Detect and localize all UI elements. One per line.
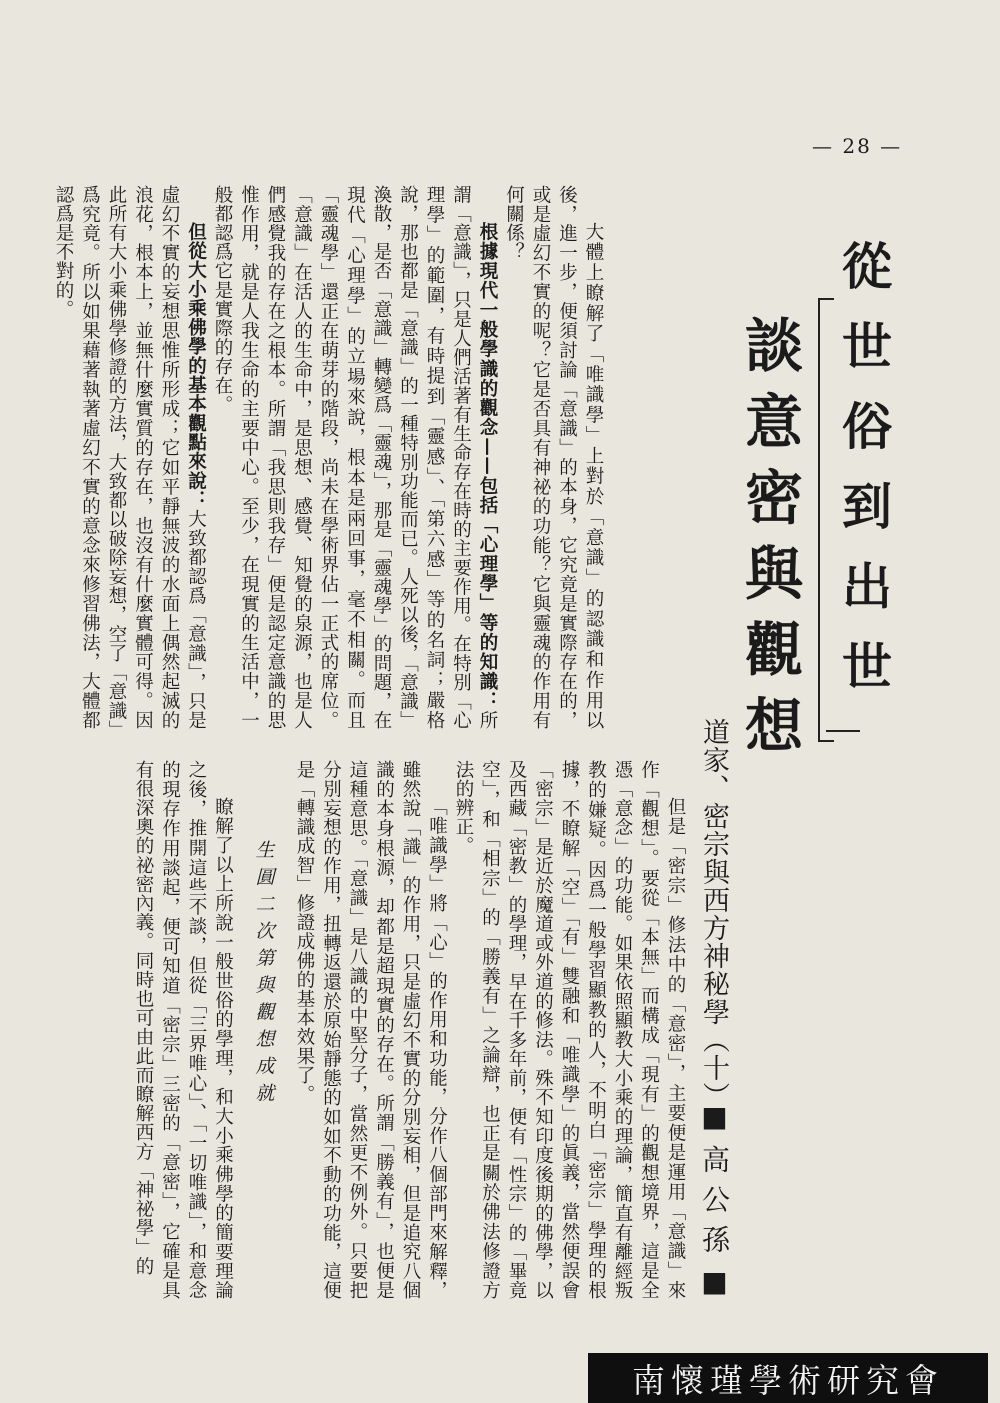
section-heading: 生圓二次第與觀想成就 xyxy=(252,840,275,1110)
publisher-stamp: 南懷瑾學術研究會 xyxy=(588,1353,988,1403)
paragraph xyxy=(209,185,501,730)
subtitle: 道家、密宗與西方神秘學（十） xyxy=(698,718,729,1110)
bold-lead: 根據現代一般學識的觀念——包括「心理學」等的知識： xyxy=(477,222,498,711)
paragraph: 「唯識學」將「心」的作用和功能，分作八個部門來解釋，雖然說「識」的作用，只是虛幻不實的分別妄相，但是追究八個識的本身根源，却都是超現實的存在。所謂「勝義有」，也便是這種意思。「意識」是八識的中堅分子，當然更不例外。只要把分別妄想的作用，扭轉返還於原始靜態的如如不動的功能，這便是「轉識成智」修證成佛的基本效果了。 xyxy=(294,760,448,1300)
page-number: — 28 — xyxy=(812,134,903,158)
bold-lead: 但從大小乘佛學的基本觀點來說： xyxy=(185,222,207,510)
paragraph: 但是「密宗」修法中的「意密」，主要便是運用「意識」來作「觀想」。要從「本無」而構成「現有」的觀想境界，這是全憑「意念」的功能。如果依照顯教大小乘的理論，簡直有離經叛教的嫌疑。因爲一般學習顯教的人，不明白「密宗」學理的根據，不瞭解「空」「有」雙融和「唯識學」的眞義，當然便誤會「密宗」是近於魔道或外道的修法。殊不知印度後期的佛學，以及西藏「密教」的學理，早在千多年前，便有「性宗」的「畢竟空」，和「相宗」的「勝義有」之論辯，也正是關於佛法修證方法的辨正。 xyxy=(453,760,686,1300)
author: ■高公孫■ xyxy=(698,1100,731,1310)
title-bracket xyxy=(818,298,834,742)
paragraph-body: 大致都認爲「意識」，只是虛幻不實的妄想思惟所形成；它如平靜無波的水面上偶然起滅的浪花，根本上，並無什麼實質的存在，也沒有什麼實體可得。因此所有大小乘佛學修證的方法，大致都以破除妄想，空了「意識」爲究竟。所以如果藉著執著虛幻不實的意念來修習佛法，大體都認爲是不對的。 xyxy=(53,185,207,731)
paragraph-body: 所謂「意識」，只是人們活著有生命存在時的主要作用。在特別「心理學」的範圍，有時提到「靈感」、「第六感」等的名詞；嚴格說，那也都是「意識」的一種特別功能而已。人死以後，「意識」渙散，是否「意識」轉變爲「靈魂」，那是「靈魂學」的問題，在現代「心理學」的立場來說，根本是兩回事，毫不相關。而且「靈魂學」還正在萌芽的階段，尚未在學術界佔一正式的席位。「意識」在活人的生命中，是思想、感覺、知覺的泉源，也是人們感覺我的存在之根本。所謂「我思則我存」便是認定意識的思惟作用，就是人我生命的主要中心。至少，在現實的生活中，一般都認爲它是實際的存在。 xyxy=(212,185,498,730)
paragraph: 瞭解了以上所說一般世俗的學理，和大小乘佛學的簡要理論之後，推開這些不談，但從「三界唯心」、「一切唯識」，和意念的現存作用談起，便可知道「密宗」三密的「意密」，它確是具有很深奧的祕密內義。同時也可由此而瞭解西方「神祕學」的 xyxy=(133,760,234,1300)
paragraph: 大體上瞭解了「唯識學」上對於「意識」的認識和作用以後，進一步，便須討論「意識」的本身，它究竟是實際存在的，或是虛幻不實的呢？它是否具有神祕的功能？它與靈魂的作用有何關係？ xyxy=(503,185,604,730)
title-bracket-foot xyxy=(826,730,860,732)
paragraph xyxy=(50,185,209,730)
title-line-1: 從世俗到出世 xyxy=(834,240,893,720)
title-line-2: 談意密與觀想 xyxy=(735,315,803,771)
upper-text-column xyxy=(53,185,606,731)
lower-text-column xyxy=(108,760,688,1300)
